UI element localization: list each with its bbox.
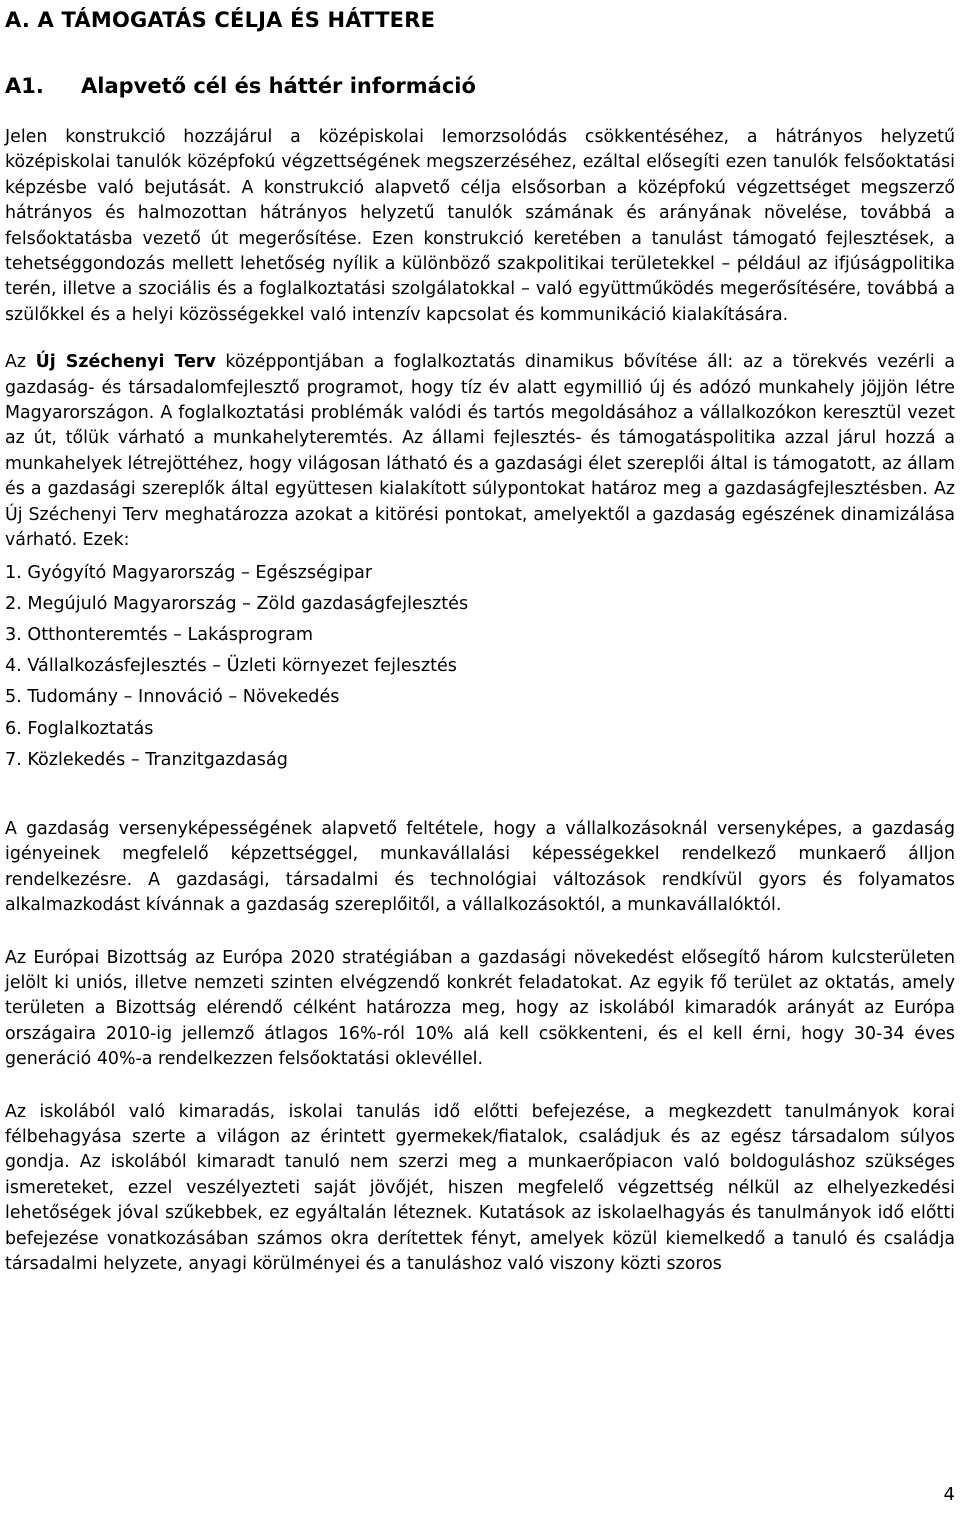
paragraph-competitiveness: A gazdaság versenyképességének alapvető feltétele, hogy a vállalkozásoknál versenyképes, a gazdaság igényeinek megfelelő képzettséggel, munkavállalási képességekkel rendelkező munkaerő álljon rendelkezésre. A gazdasági, társadalmi és technológiai változások rendkívül gyors és folyamatos alkalmazkodást kívánnak a gazdaság szereplőitől, a vállalkozásoktól, a munkavállalóktól. (5, 818, 955, 916)
subsection-title: Alapvető cél és háttér információ (81, 74, 476, 98)
list-item: 2. Megújuló Magyarország – Zöld gazdaságfejlesztés (5, 593, 469, 614)
list-item: 4. Vállalkozásfejlesztés – Üzleti környezet fejlesztés (5, 656, 457, 677)
subsection-number: A1. (5, 74, 44, 98)
paragraph-new-szechenyi-plan-lead: Az (5, 352, 36, 373)
list-item: 6. Foglalkoztatás (5, 718, 154, 739)
paragraph-europe-2020: Az Európai Bizottság az Európa 2020 stratégiában a gazdasági növekedést elősegítő három kulcsterületen jelölt ki uniós, illetve nemzeti szinten elvégzendő konkrét feladatokat. Az egyik fő terület az oktatás, amely területen a Bizottság elérendő célként határozza meg, hogy az iskolából kimaradók arányát az Európa országaira 2010-ig jellemző átlagos 16%-ról 10% alá kell csökkenteni, és el kell érni, hogy 30-34 éves generáció 40%-a rendelkezzen felsőoktatási oklevéllel. (5, 947, 955, 1070)
paragraph-new-szechenyi-plan-body: középpontjában a foglalkoztatás dinamikus bővítése áll: az a törekvés vezérli a gazdaság- és társadalomfejlesztő programot, hogy tíz év alatt egymillió új és adózó munkahely jöjjön létre Magyarországon. A foglalkoztatási problémák valódi és tartós megoldásához a vállalkozókon keresztül vezet az út, tőlük várható a munkahelyteremtés. Az állami fejlesztés- és támogatáspolitika azzal járul hozzá a munkahelyek létrejöttéhez, hogy világosan látható és a gazdasági élet szereplői által is támogatott, az állam és a gazdasági szereplők által együttesen kialakított súlypontokat határoz meg a gazdaságfejlesztésben. Az Új Széchenyi Terv meghatározza azokat a kitörési pontokat, amelyektől a gazdaság egészének dinamizálása várható. Ezek: (5, 352, 955, 551)
list-item: 1. Gyógyító Magyarország – Egészségipar (5, 562, 373, 583)
paragraph-intro: Jelen konstrukció hozzájárul a középiskolai lemorzsolódás csökkentéséhez, a hátrányos helyzetű középiskolai tanulók középfokú végzettségének megszerzéséhez, ezáltal elősegíti ezen tanulók felsőoktatási képzésbe való bejutását. A konstrukció alapvető célja elsősorban a középfokú végzettséget megszerző hátrányos és halmozottan hátrányos helyzetű tanulók számának és arányának növelése, továbbá a felsőoktatásba vezető út megerősítése. Ezen konstrukció keretében a tanulást támogató fejlesztések, a tehetséggondozás mellett lehetőség nyílik a különböző szakpolitikai területekkel – például az ifjúságpolitika terén, illetve a szociális és a foglalkoztatási szolgálatokkal – való együttműködés megerősítésére, továbbá a szülőkkel és a helyi közösségekkel való intenzív kapcsolat és kommunikáció kialakítására. (5, 127, 955, 325)
subsection-heading (5, 72, 955, 100)
document-page (5, 0, 955, 1277)
new-szechenyi-plan-term: Új Széchenyi Terv (35, 352, 216, 373)
paragraph-new-szechenyi-plan (5, 350, 955, 553)
list-item: 5. Tudomány – Innováció – Növekedés (5, 687, 340, 708)
section-title: A. A TÁMOGATÁS CÉLJA ÉS HÁTTERE (5, 8, 436, 32)
paragraph-dropout: Az iskolából való kimaradás, iskolai tanulás idő előtti befejezése, a megkezdett tanulmányok korai félbehagyása szerte a világon az érintett gyermekek/fiatalok, családjuk és az egész társadalom súlyos gondja. Az iskolából kimaradt tanuló nem szerzi meg a munkaerőpiacon való boldoguláshoz szükséges ismereteket, ezzel veszélyezteti saját jövőjét, hiszen megfelelő végzettség nélkül az elhelyezkedési lehetőségek jóval szűkebbek, ez egyáltalán léteznek. Kutatások az iskolaelhagyás és tanulmányok idő előtti befejezése vonatkozásában számos okra derítettek fényt, amelyek közül kiemelkedő a tanuló és családja társadalmi helyzete, anyagi körülményei és a tanuláshoz való viszony közti szoros (5, 1101, 955, 1275)
page-number: 4 (943, 1484, 955, 1505)
list-item: 3. Otthonteremtés – Lakásprogram (5, 624, 314, 645)
breakthrough-points-list (5, 558, 955, 776)
list-item: 7. Közlekedés – Tranzitgazdaság (5, 749, 288, 770)
